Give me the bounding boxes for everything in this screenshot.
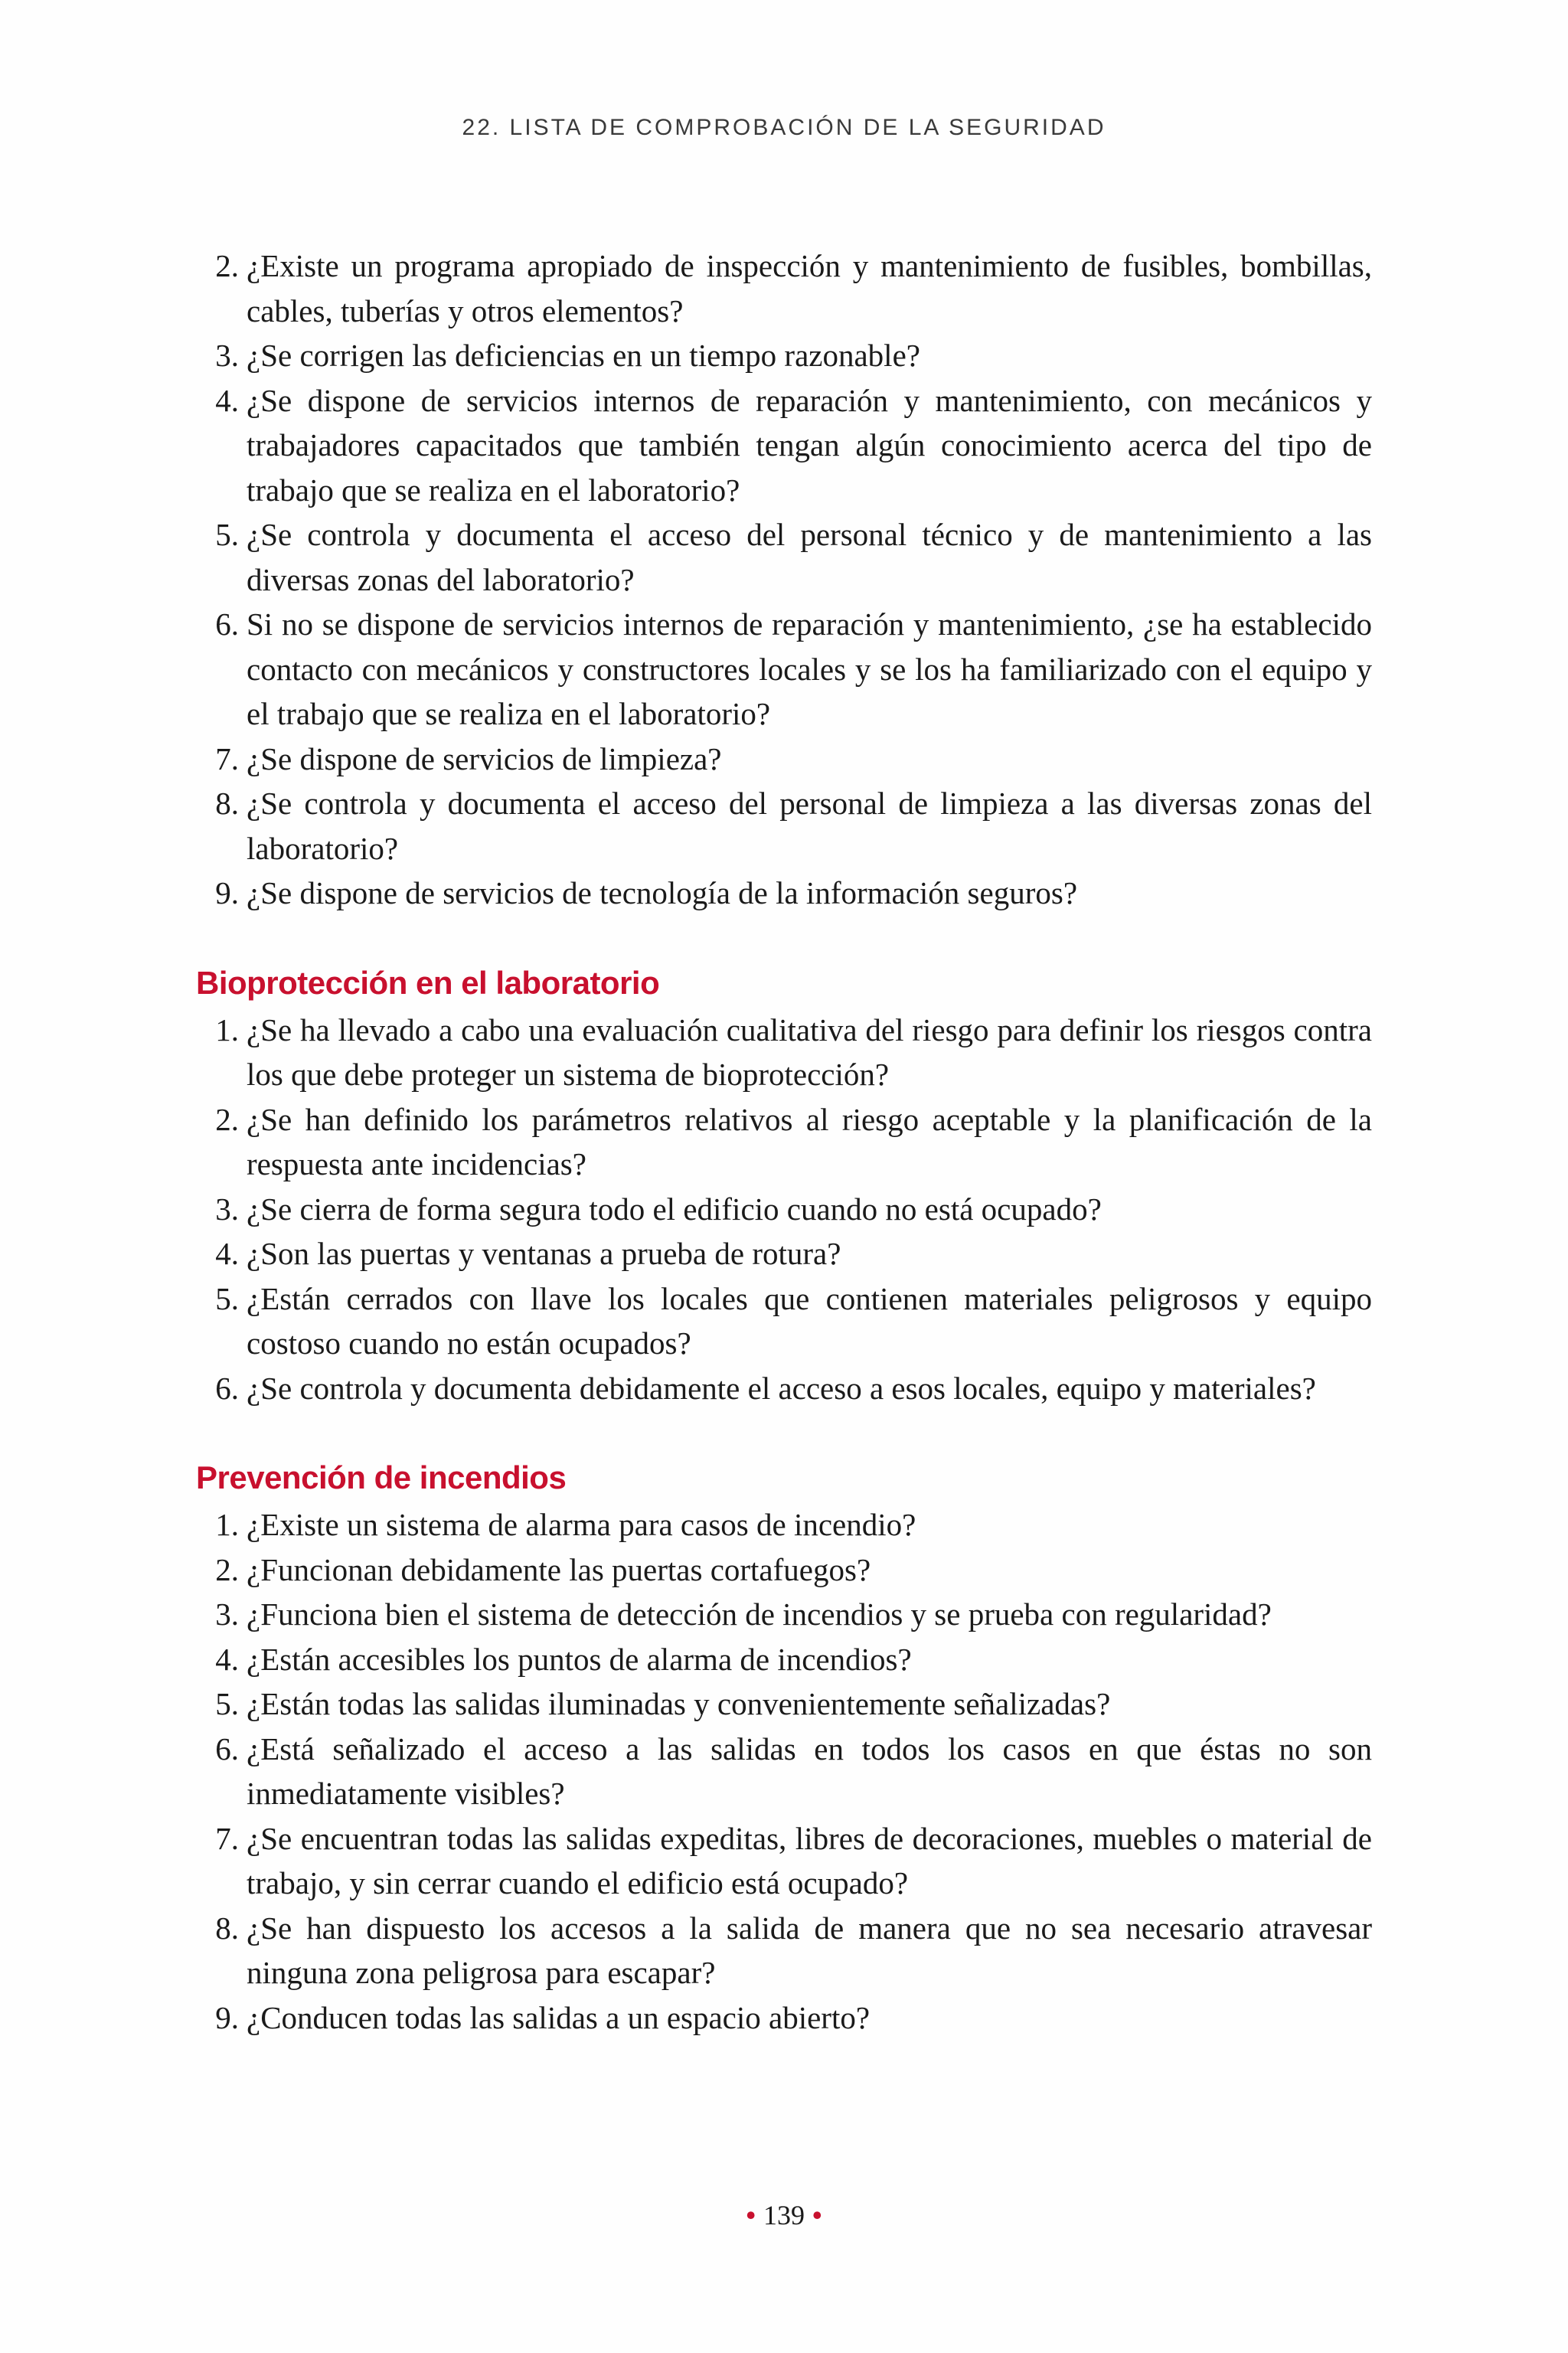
list-item — [196, 1681, 1372, 1727]
page-number-value: 139 — [763, 2200, 805, 2230]
list-item — [196, 512, 1372, 602]
item-number: 6. — [215, 1730, 239, 1766]
item-number: 3. — [215, 1596, 239, 1632]
item-number: 5. — [215, 517, 239, 552]
item-text: ¿Están accesibles los puntos de alarma de incendios? — [247, 1641, 912, 1677]
item-text: ¿Funciona bien el sistema de detección de incendios y se prueba con regularidad? — [247, 1596, 1272, 1632]
list-item — [196, 378, 1372, 513]
list-item — [196, 1502, 1372, 1547]
item-text: ¿Funcionan debidamente las puertas cortafuegos? — [247, 1551, 871, 1587]
item-number: 1. — [215, 1011, 239, 1047]
item-number: 4. — [215, 382, 239, 418]
item-text: ¿Se ha llevado a cabo una evaluación cualitativa del riesgo para definir los riesgos contra los que debe proteger un sistema de bioprotección? — [247, 1011, 1372, 1092]
item-number: 2. — [215, 248, 239, 283]
item-number: 7. — [215, 1820, 239, 1856]
item-number: 8. — [215, 786, 239, 821]
page-body — [196, 243, 1372, 2040]
item-text: ¿Se encuentran todas las salidas expeditas, libres de decoraciones, muebles o material de trabajo, y sin cerrar cuando el edificio está ocupado? — [247, 1820, 1372, 1900]
item-text: ¿Se controla y documenta el acceso del personal de limpieza a las diversas zonas del laboratorio? — [247, 786, 1372, 866]
list-item — [196, 871, 1372, 916]
bioproteccion-checklist — [196, 1008, 1372, 1411]
item-number: 9. — [215, 1999, 239, 2035]
list-item — [196, 1231, 1372, 1276]
item-text: ¿Existe un programa apropiado de inspección y mantenimiento de fusibles, bombillas, cables, tuberías y otros elementos? — [247, 248, 1372, 328]
item-text: ¿Se corrigen las deficiencias en un tiempo razonable? — [247, 338, 920, 373]
item-number: 3. — [215, 338, 239, 373]
running-header: 22. LISTA DE COMPROBACIÓN DE LA SEGURIDAD — [462, 115, 1106, 140]
item-text: ¿Están todas las salidas iluminadas y convenientemente señalizadas? — [247, 1686, 1111, 1721]
item-number: 7. — [215, 740, 239, 776]
bullet-ornament-left: • — [746, 2200, 756, 2230]
item-text: ¿Se dispone de servicios de tecnología de la información seguros? — [247, 875, 1078, 910]
list-item — [196, 1097, 1372, 1187]
list-item — [196, 781, 1372, 871]
list-item — [196, 243, 1372, 333]
list-item — [196, 1366, 1372, 1411]
prevencion-incendios-checklist — [196, 1502, 1372, 2040]
item-text: ¿Se han definido los parámetros relativos al riesgo aceptable y la planificación de la respuesta ante incidencias? — [247, 1101, 1372, 1181]
list-item — [196, 602, 1372, 737]
item-text: ¿Se dispone de servicios internos de reparación y mantenimiento, con mecánicos y trabajadores capacitados que también tengan algún conocimiento acerca del tipo de trabajo que se realiza en el laboratorio? — [247, 382, 1372, 508]
bullet-ornament-right: • — [812, 2200, 822, 2230]
item-number: 9. — [215, 875, 239, 910]
item-text: ¿Se cierra de forma segura todo el edificio cuando no está ocupado? — [247, 1191, 1102, 1227]
item-number: 4. — [215, 1641, 239, 1677]
list-item — [196, 1816, 1372, 1906]
list-item — [196, 1187, 1372, 1232]
item-number: 5. — [215, 1686, 239, 1721]
item-number: 8. — [215, 1910, 239, 1946]
intro-checklist — [196, 243, 1372, 916]
item-number: 1. — [215, 1507, 239, 1542]
list-item — [196, 1276, 1372, 1366]
item-text: ¿Se dispone de servicios de limpieza? — [247, 740, 722, 776]
item-text: ¿Conducen todas las salidas a un espacio abierto? — [247, 1999, 871, 2035]
item-number: 6. — [215, 1370, 239, 1406]
page-number — [0, 2199, 1568, 2231]
item-number: 3. — [215, 1191, 239, 1227]
list-item — [196, 737, 1372, 782]
list-item — [196, 1637, 1372, 1682]
item-text: ¿Son las puertas y ventanas a prueba de rotura? — [247, 1236, 841, 1271]
list-item — [196, 1547, 1372, 1593]
item-number: 6. — [215, 606, 239, 642]
item-text: ¿Están cerrados con llave los locales que contienen materiales peligrosos y equipo costoso cuando no están ocupados? — [247, 1280, 1372, 1361]
list-item — [196, 333, 1372, 378]
item-number: 4. — [215, 1236, 239, 1271]
item-number: 2. — [215, 1551, 239, 1587]
list-item — [196, 1008, 1372, 1097]
section-title-prevencion-incendios: Prevención de incendios — [196, 1459, 567, 1495]
item-text: ¿Está señalizado el acceso a las salidas en todos los casos en que éstas no son inmediatamente visibles? — [247, 1730, 1372, 1811]
item-text: ¿Se controla y documenta el acceso del personal técnico y de mantenimiento a las diversas zonas del laboratorio? — [247, 517, 1372, 597]
item-number: 2. — [215, 1101, 239, 1137]
item-text: ¿Se han dispuesto los accesos a la salida de manera que no sea necesario atravesar ninguna zona peligrosa para escapar? — [247, 1910, 1372, 1990]
list-item — [196, 1592, 1372, 1637]
item-text: ¿Existe un sistema de alarma para casos de incendio? — [247, 1507, 916, 1542]
section-title-bioproteccion: Bioprotección en el laboratorio — [196, 964, 660, 1001]
item-text: ¿Se controla y documenta debidamente el acceso a esos locales, equipo y materiales? — [247, 1370, 1316, 1406]
list-item — [196, 1995, 1372, 2041]
list-item — [196, 1906, 1372, 1995]
list-item — [196, 1727, 1372, 1816]
item-text: Si no se dispone de servicios internos de reparación y mantenimiento, ¿se ha establecido contacto con mecánicos y constructores locales y se los ha familiarizado con el equipo y el trabajo que se realiza en el laboratorio? — [247, 606, 1372, 731]
item-number: 5. — [215, 1280, 239, 1316]
